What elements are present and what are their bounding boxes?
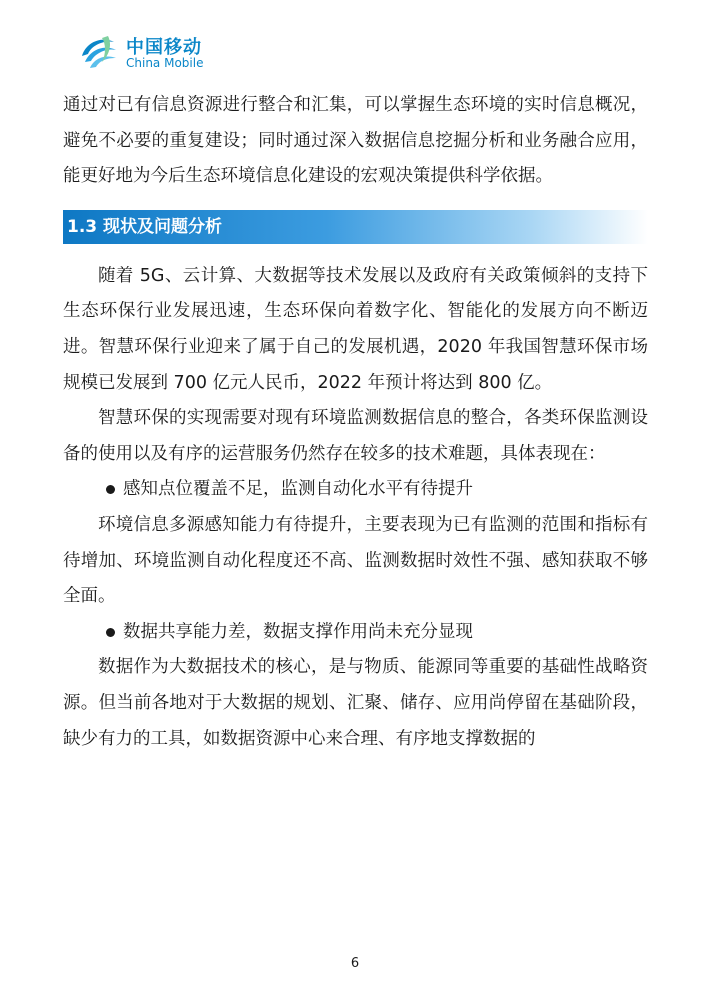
logo-text-cn: 中国移动 [126,37,202,58]
bullet-dot-icon [106,628,115,637]
bullet-text: 感知点位覆盖不足，监测自动化水平有待提升 [123,479,473,500]
page-number: 6 [350,956,360,971]
bullet-item-sensing [63,472,648,508]
bullet-dot-icon [106,485,115,494]
section-heading: 1.3 现状及问题分析 [63,210,648,244]
bullet-item-data-sharing [63,615,648,651]
bullet-text: 数据共享能力差，数据支撑作用尚未充分显现 [123,621,473,642]
china-mobile-logo [78,30,218,76]
logo-text-en: China Mobile [126,56,204,70]
paragraph-sensing-detail: 环境信息多源感知能力有待提升，主要表现为已有监测的范围和指标有待增加、环境监测自动化程度还不高、监测数据时效性不强、感知获取不够全面。 [63,514,648,607]
paragraph-data-resource: 数据作为大数据技术的核心，是与物质、能源同等重要的基础性战略资源。但当前各地对于大数据的规划、汇聚、储存、应用尚停留在基础阶段，缺少有力的工具，如数据资源中心来合理、有序地支撑数据的 [63,657,648,749]
paragraph-market-growth: 随着 5G、云计算、大数据等技术发展以及政府有关政策倾斜的支持下生态环保行业发展迅速，生态环保向着数字化、智能化的发展方向不断迈进。智慧环保行业迎来了属于自己的发展机遇，2020 年我国智慧环保市场规模已发展到 700 亿元人民币，2022 年预计将达到 800 亿。 [63,265,648,393]
paragraph-continuation: 通过对已有信息资源进行整合和汇集，可以掌握生态环境的实时信息概况，避免不必要的重复建设；同时通过深入数据信息挖掘分析和业务融合应用，能更好地为今后生态环境信息化建设的宏观决策提供科学依据。 [63,95,648,187]
document-body [63,88,648,757]
china-mobile-logo-icon [78,32,120,74]
paragraph-technical-challenges: 智慧环保的实现需要对现有环境监测数据信息的整合，各类环保监测设备的使用以及有序的运营服务仍然存在较多的技术难题，具体表现在： [63,408,648,464]
